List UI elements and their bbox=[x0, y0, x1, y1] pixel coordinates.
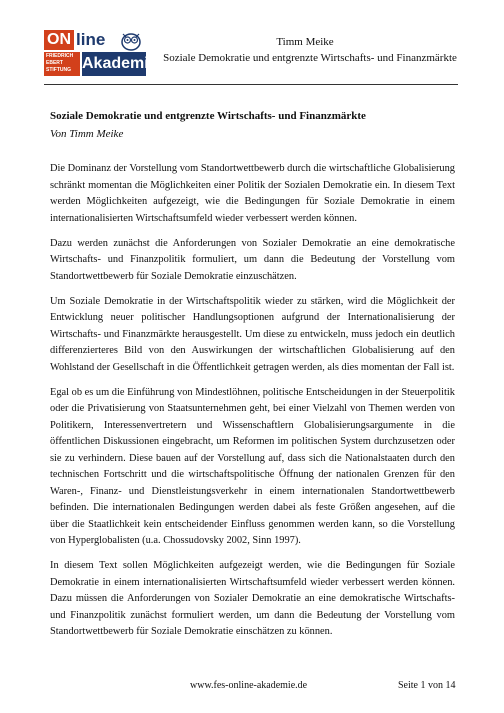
footer-page-number: Seite 1 von 14 bbox=[398, 680, 456, 691]
logo-line-label: line bbox=[76, 30, 106, 49]
header-title: Soziale Demokratie und entgrenzte Wirtschafts- und Finanzmärkte bbox=[163, 52, 457, 64]
paragraph: Dazu werden zunächst die Anforderungen von Sozialer Demokratie an eine demokratische Wirtschafts- und Finanzpolitik formuliert, um dann die Bedeutung der Vorstellung vom Standortwettbewerb für Soziale Demokratie einzuschätzen. bbox=[50, 237, 455, 282]
fes-online-akademie-logo bbox=[44, 30, 158, 76]
document-byline: Von Timm Meike bbox=[50, 128, 124, 140]
header-divider bbox=[44, 84, 458, 85]
paragraph: Um Soziale Demokratie in der Wirtschaftspolitik wieder zu stärken, wird die Möglichkeit der Entwicklung neuer politischer Handlungsoptionen aufgrund der Internationalisierung der Wirtschafts- und Finanzmärkte herausgestellt. Um diese zu entwickeln, muss jedoch ein deutlich differenzierteres Bild von den Auswirkungen der wirtschaftlichen Globalisierung auf den Wohlstand der Gesellschaft in die Öffentlichkeit getragen werden, als dies momentan der Fall ist. bbox=[50, 295, 455, 373]
header-author: Timm Meike bbox=[276, 36, 334, 48]
logo-on-label: ON bbox=[44, 30, 74, 50]
footer-url[interactable]: www.fes-online-akademie.de bbox=[190, 680, 308, 691]
owl-icon bbox=[120, 31, 142, 51]
paragraph: In diesem Text sollen Möglichkeiten aufgezeigt werden, wie die Bedingungen für Soziale Demokratie in einem internationalisierten Wirtschaftsumfeld wieder verbessert werden können. Dazu müssen die Anforderungen von Sozialer Demokratie an eine demokratische Wirtschafts- und Finanzpolitik zunächst formuliert werden, um dann die Bedeutung der Vorstellung vom Standortwettbewerb für Soziale Demokratie einschätzen zu können. bbox=[50, 560, 455, 638]
logo-fes-label: FRIEDRICH EBERT STIFTUNG bbox=[44, 52, 80, 76]
document-body bbox=[50, 161, 455, 649]
paragraph: Egal ob es um die Einführung von Mindestlöhnen, politische Entscheidungen in der Steuerpolitik oder die Privatisierung von Staatsunternehmen geht, bei einer Vielzahl von Themen werden von Politikern, Interessenvertretern und Wissenschaftlern Globalisierungsargumente in die öffentlichen Diskussionen eingebracht, um Reformen im politischen System durchzusetzen oder sie zu verhindern. Diese bauen auf der Vorstellung auf, dass sich die Nationalstaaten durch den technischen Fortschritt und die wirtschaftspolitische Öffnung der nationalen Grenzen für den Waren-, Finanz- und Dienstleistungsverkehr in einem internationalen Standortwettbewerb befinden. Die internationalen Bedingungen werden dabei als feste Größen angesehen, auf die über die Staatlichkeit kein entscheidender Einfluss genommen werden kann, so die Vorstellung von Hyperglobalisten (u.a. Chossudovsky 2002, Sinn 1997). bbox=[50, 386, 455, 547]
document-title: Soziale Demokratie und entgrenzte Wirtschafts- und Finanzmärkte bbox=[50, 110, 366, 122]
logo-akademie-label: Akademie bbox=[82, 52, 146, 76]
paragraph: Die Dominanz der Vorstellung vom Standortwettbewerb durch die wirtschaftliche Globalisierung schränkt momentan die Möglichkeiten einer Politik der Sozialen Demokratie ein. In diesem Text werden Möglichkeiten aufgezeigt, wie die Bedingungen für Soziale Demokratie in einem internationalisierten Wirtschaftsumfeld wieder verbessert werden können. bbox=[50, 163, 455, 224]
